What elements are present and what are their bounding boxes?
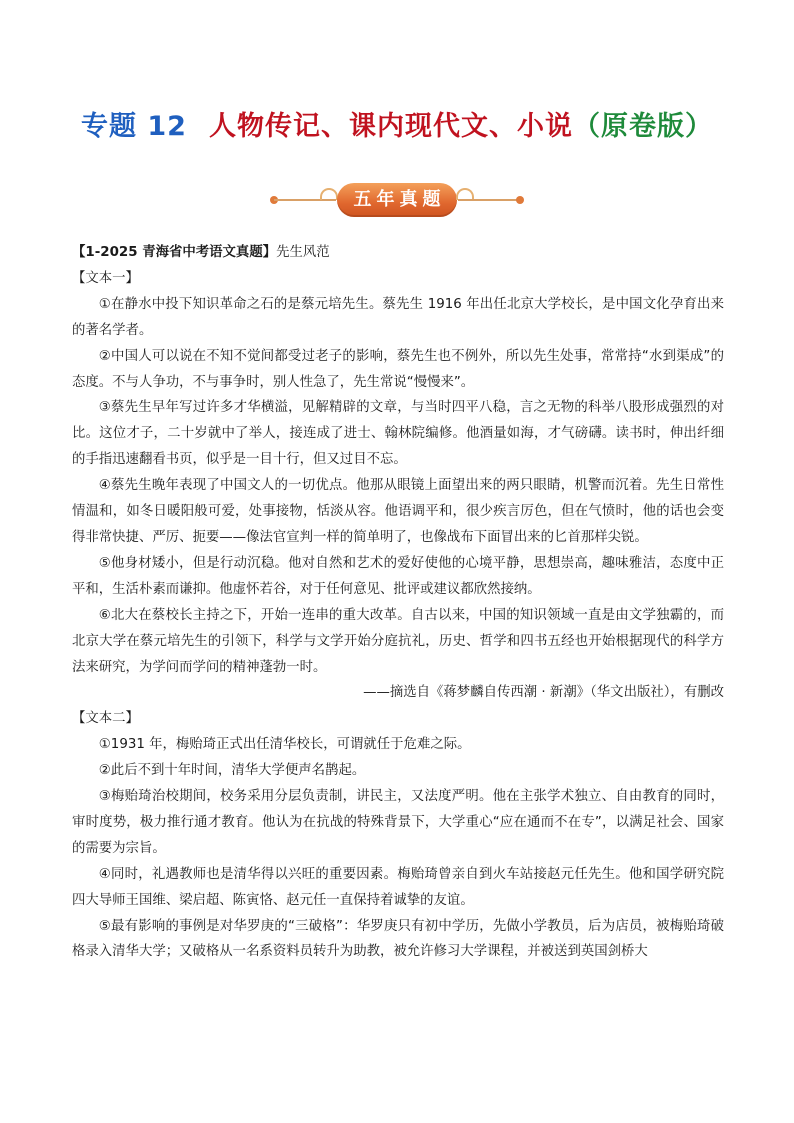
text2-paragraph: ③梅贻琦治校期间，校务采用分层负责制，讲民主，又法度严明。他在主张学术独立、自由教育的同时，审时度势，极力推行通才教育。他认为在抗战的特殊背景下，大学重心“应在通而不在专”，以满足社会、国家的需要为宗旨。 (72, 789, 724, 856)
text1-citation: ——摘选自《蒋梦麟自传西潮 · 新潮》（华文出版社），有删改 (363, 685, 724, 701)
text1-label: 【文本一】 (72, 270, 139, 286)
text1-paragraph: ⑥北大在蔡校长主持之下，开始一连串的重大改革。自古以来，中国的知识领域一直是由文学独霸的，而北京大学在蔡元培先生的引领下，科学与文学开始分庭抗礼，历史、哲学和四书五经也开始根据现代的科学方法来研究，为学问而学问的精神蓬勃一时。 (72, 607, 724, 675)
section-banner (270, 180, 524, 220)
banner-label: 五年真题 (337, 183, 457, 217)
title-topic-name: 人物传记、课内现代文、小说 (208, 111, 573, 142)
banner-left-ornament (320, 188, 338, 200)
question-source (72, 240, 724, 266)
text1-paragraph: ④蔡先生晚年表现了中国文人的一切优点。他那从眼镜上面望出来的两只眼睛，机警而沉着。先生日常性情温和，如冬日暖阳般可爱，处事接物，恬淡从容。他语调平和，很少疾言厉色，但在气愤时，他的话也会变得非常快捷、严厉、扼要——像法官宣判一样的简单明了，也像战布下面冒出来的匕首那样尖锐。 (72, 478, 724, 545)
text2-paragraph: ①1931 年，梅贻琦正式出任清华校长，可谓就任于危难之际。 (98, 737, 471, 753)
banner-right-line (458, 199, 520, 201)
text2-paragraph: ⑤最有影响的事例是对华罗庚的“三破格”：华罗庚只有初中学历，先做小学教员，后为店员，被梅贻琦破格录入清华大学；又破格从一名系资料员转升为助教，被允许修习大学课程，并被送到英国剑桥大 (72, 918, 724, 960)
page-title (0, 104, 794, 143)
banner-right-dot (516, 196, 524, 204)
text2-label: 【文本二】 (72, 711, 139, 727)
text2-paragraph: ②此后不到十年时间，清华大学便声名鹊起。 (98, 763, 366, 779)
question-heading: 先生风范 (276, 245, 330, 260)
text1-paragraph: ③蔡先生早年写过许多才华横溢，见解精辟的文章，与当时四平八稳，言之无物的科举八股形成强烈的对比。这位才子，二十岁就中了举人，接连成了进士、翰林院编修。他酒量如海，才气磅礴。读书时，伸出纤细的手指迅速翻看书页，似乎是一目十行，但又过目不忘。 (72, 400, 724, 468)
title-edition: （原卷版） (572, 111, 713, 142)
document-body (72, 240, 724, 965)
text1-paragraph: ①在静水中投下知识革命之石的是蔡元培先生。蔡先生 1916 年出任北京大学校长，是中国文化孕育出来的著名学者。 (72, 296, 724, 338)
text1-paragraph: ②中国人可以说在不知不觉间都受过老子的影响，蔡先生也不例外，所以先生处事，常常持“水到渠成”的态度。不与人争功，不与事争时，别人性急了，先生常说“慢慢来”。 (72, 348, 724, 390)
text1-paragraph: ⑤他身材矮小，但是行动沉稳。他对自然和艺术的爱好使他的心境平静，思想崇高，趣味雅洁，态度中正平和，生活朴素而谦抑。他虚怀若谷，对于任何意见、批评或建议都欣然接纳。 (72, 555, 724, 597)
question-source-tag: 【1-2025 青海省中考语文真题】 (72, 245, 277, 260)
title-topic-number: 专题 12 (81, 111, 187, 142)
text2-paragraph: ④同时，礼遇教师也是清华得以兴旺的重要因素。梅贻琦曾亲自到火车站接赵元任先生。他和国学研究院四大导师王国维、梁启超、陈寅恪、赵元任一直保持着诚挚的友谊。 (72, 866, 724, 908)
